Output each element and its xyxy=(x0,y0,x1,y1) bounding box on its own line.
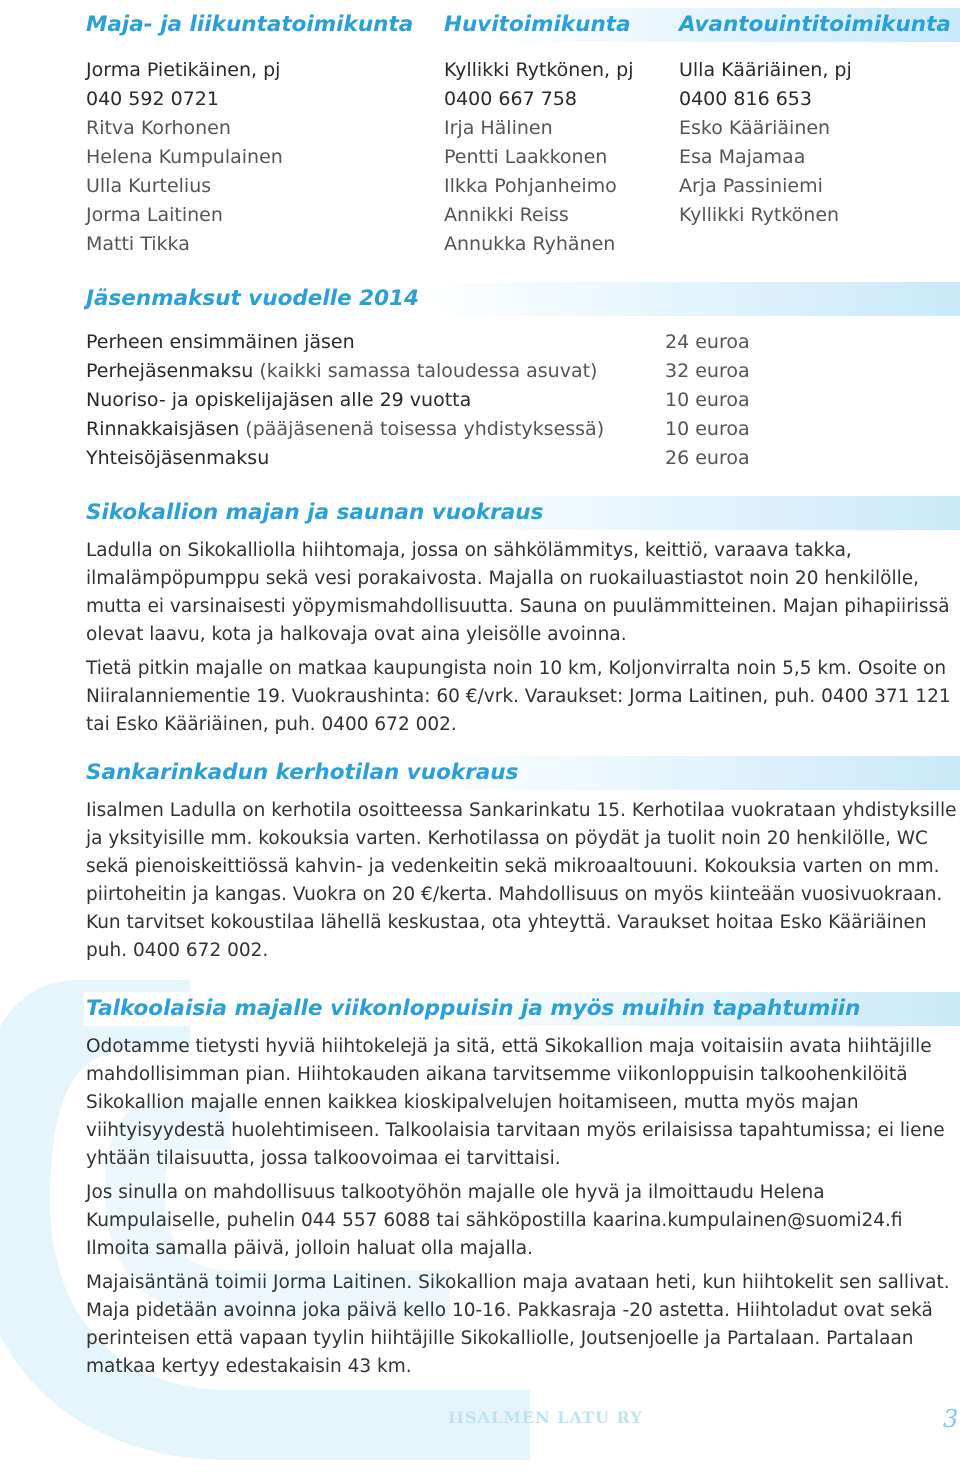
fee-label: Perhejäsenmaksu xyxy=(86,360,254,382)
member-item: Helena Kumpulainen xyxy=(86,146,283,168)
section-heading: Jäsenmaksut vuodelle 2014 xyxy=(84,282,960,316)
member-item: Pentti Laakkonen xyxy=(444,146,608,168)
member-item: 0400 816 653 xyxy=(679,88,812,110)
member-item: Kyllikki Rytkönen xyxy=(679,204,840,226)
member-item: Ulla Kääriäinen, pj xyxy=(679,59,852,81)
member-item: Ilkka Pohjanheimo xyxy=(444,175,617,197)
member-item: Esa Majamaa xyxy=(679,146,806,168)
fee-row xyxy=(86,328,960,357)
fee-note: (kaikki samassa taloudessa asuvat) xyxy=(253,360,598,382)
fee-label: Yhteisöjäsenmaksu xyxy=(86,447,270,469)
member-item: Arja Passiniemi xyxy=(679,175,823,197)
section-heading: Sikokallion majan ja saunan vuokraus xyxy=(84,496,960,530)
committee-headings xyxy=(86,8,960,42)
section-heading: Sankarinkadun kerhotilan vuokraus xyxy=(84,756,960,790)
committee-title: Huvitoimikunta xyxy=(444,12,631,37)
fee-amount: 10 euroa xyxy=(665,389,750,411)
paragraph: Odotamme tietysti hyviä hiihtokelejä ja sitä, että Sikokallion maja voitaisiin avata hiihtäjille mahdollisimman pian. Hiihtokauden aikana tarvitsemme viikonloppuisin talkoohenkilöitä Sikokallion majalle ennen kaikkea kioskipalvelujen hoitamiseen, mutta myös majan viihtyisyydestä huolehtimiseen. Talkoolaisia tarvitaan myös erilaisissa tapahtumissa; ei liene yhtään tilaisuutta, jossa talkoovoimaa ei tarvittaisi. xyxy=(86,1036,945,1169)
member-item: Ulla Kurtelius xyxy=(86,175,212,197)
fee-label: Perheen ensimmäinen jäsen xyxy=(86,331,355,353)
member-item: Ritva Korhonen xyxy=(86,117,231,139)
member-item: Kyllikki Rytkönen, pj xyxy=(444,59,634,81)
fee-row xyxy=(86,357,960,386)
committees-section xyxy=(86,8,960,259)
paragraph: Iisalmen Ladulla on kerhotila osoitteessa Sankarinkatu 15. Kerhotilaa vuokrataan yhdistyksille ja yksityisille mm. kokouksia varten. Kerhotilassa on pöydät ja tuolit noin 20 henkilölle, WC sekä pienoiskeittiössä kahvin- ja vedenkeitin sekä mikroaaltouuni. Kokouksia varten on mm. piirtoheitin ja kangas. Vuokra on 20 €/kerta. Mahdollisuus on myös kiinteään vuosivuokraan. Kun tarvitset kokoustilaa lähellä keskustaa, ota yhteyttä. Varaukset hoitaa Esko Kääriäinen puh. 0400 672 002. xyxy=(86,800,957,961)
member-item: Esko Kääriäinen xyxy=(679,117,831,139)
volunteers-section xyxy=(86,992,960,1387)
committee-title: Maja- ja liikuntatoimikunta xyxy=(86,12,414,37)
section-heading: Talkoolaisia majalle viikonloppuisin ja myös muihin tapahtumiin xyxy=(84,992,960,1026)
cabin-rental-section xyxy=(86,496,960,745)
fee-row xyxy=(86,415,960,444)
membership-fees-section xyxy=(86,282,960,473)
member-item: Matti Tikka xyxy=(86,233,190,255)
member-item: 0400 667 758 xyxy=(444,88,577,110)
fee-list xyxy=(86,328,960,473)
fee-label: Nuoriso- ja opiskelijajäsen alle 29 vuotta xyxy=(86,389,472,411)
fee-label: Rinnakkaisjäsen xyxy=(86,418,240,440)
paragraph: Tietä pitkin majalle on matkaa kaupungista noin 10 km, Koljonvirralta noin 5,5 km. Osoite on Niiralanniementie 19. Vuokraushinta: 60 €/vrk. Varaukset: Jorma Laitinen, puh. 0400 371 121 tai Esko Kääriäinen, puh. 0400 672 002. xyxy=(86,658,951,735)
committee-member-list xyxy=(444,56,679,259)
paragraph: Majaisäntänä toimii Jorma Laitinen. Sikokallion maja avataan heti, kun hiihtokelit sen sallivat. Maja pidetään avoinna joka päivä kello 10-16. Pakkasraja -20 astetta. Hiihtoladut ovat sekä perinteisen että vapaan tyylin hiihtäjille Sikokalliolle, Joutsenjoelle ja Partalaan. Partalaan matkaa kertyy edestakaisin 43 km. xyxy=(86,1272,950,1377)
fee-row xyxy=(86,444,960,473)
paragraph: Jos sinulla on mahdollisuus talkootyöhön majalle ole hyvä ja ilmoittaudu Helena Kumpulaiselle, puhelin 044 557 6088 tai sähköpostilla kaarina.kumpulainen@suomi24.fi Ilmoita samalla päivä, jolloin haluat olla majalla. xyxy=(86,1182,903,1259)
member-item: Annukka Ryhänen xyxy=(444,233,616,255)
member-item: Annikki Reiss xyxy=(444,204,569,226)
fee-note: (pääjäsenenä toisessa yhdistyksessä) xyxy=(239,418,605,440)
member-item: 040 592 0721 xyxy=(86,88,219,110)
fee-amount: 10 euroa xyxy=(665,418,750,440)
fee-amount: 26 euroa xyxy=(665,447,750,469)
clubroom-rental-section xyxy=(86,756,960,971)
fee-row xyxy=(86,386,960,415)
fee-amount: 32 euroa xyxy=(665,360,750,382)
fee-amount: 24 euroa xyxy=(665,331,750,353)
committee-member-list xyxy=(86,56,444,259)
paragraph: Ladulla on Sikokalliolla hiihtomaja, jossa on sähkölämmitys, keittiö, varaava takka, ilmalämpöpumppu sekä vesi porakaivosta. Majalla on ruokailuastiastot noin 20 henkilölle, mutta ei varsinaisesti yöpymismahdollisuutta. Sauna on puulämmitteinen. Majan pihapiirissä olevat laavu, kota ja halkovaja ovat aina yleisölle avoinna. xyxy=(86,540,950,645)
footer-organization: IISALMEN LATU RY xyxy=(448,1408,643,1427)
member-item: Irja Hälinen xyxy=(444,117,553,139)
committee-member-list xyxy=(679,56,960,259)
committee-title: Avantouintitoimikunta xyxy=(679,12,951,37)
page-number: 3 xyxy=(943,1405,959,1433)
member-item: Jorma Pietikäinen, pj xyxy=(86,59,281,81)
member-item: Jorma Laitinen xyxy=(86,204,223,226)
